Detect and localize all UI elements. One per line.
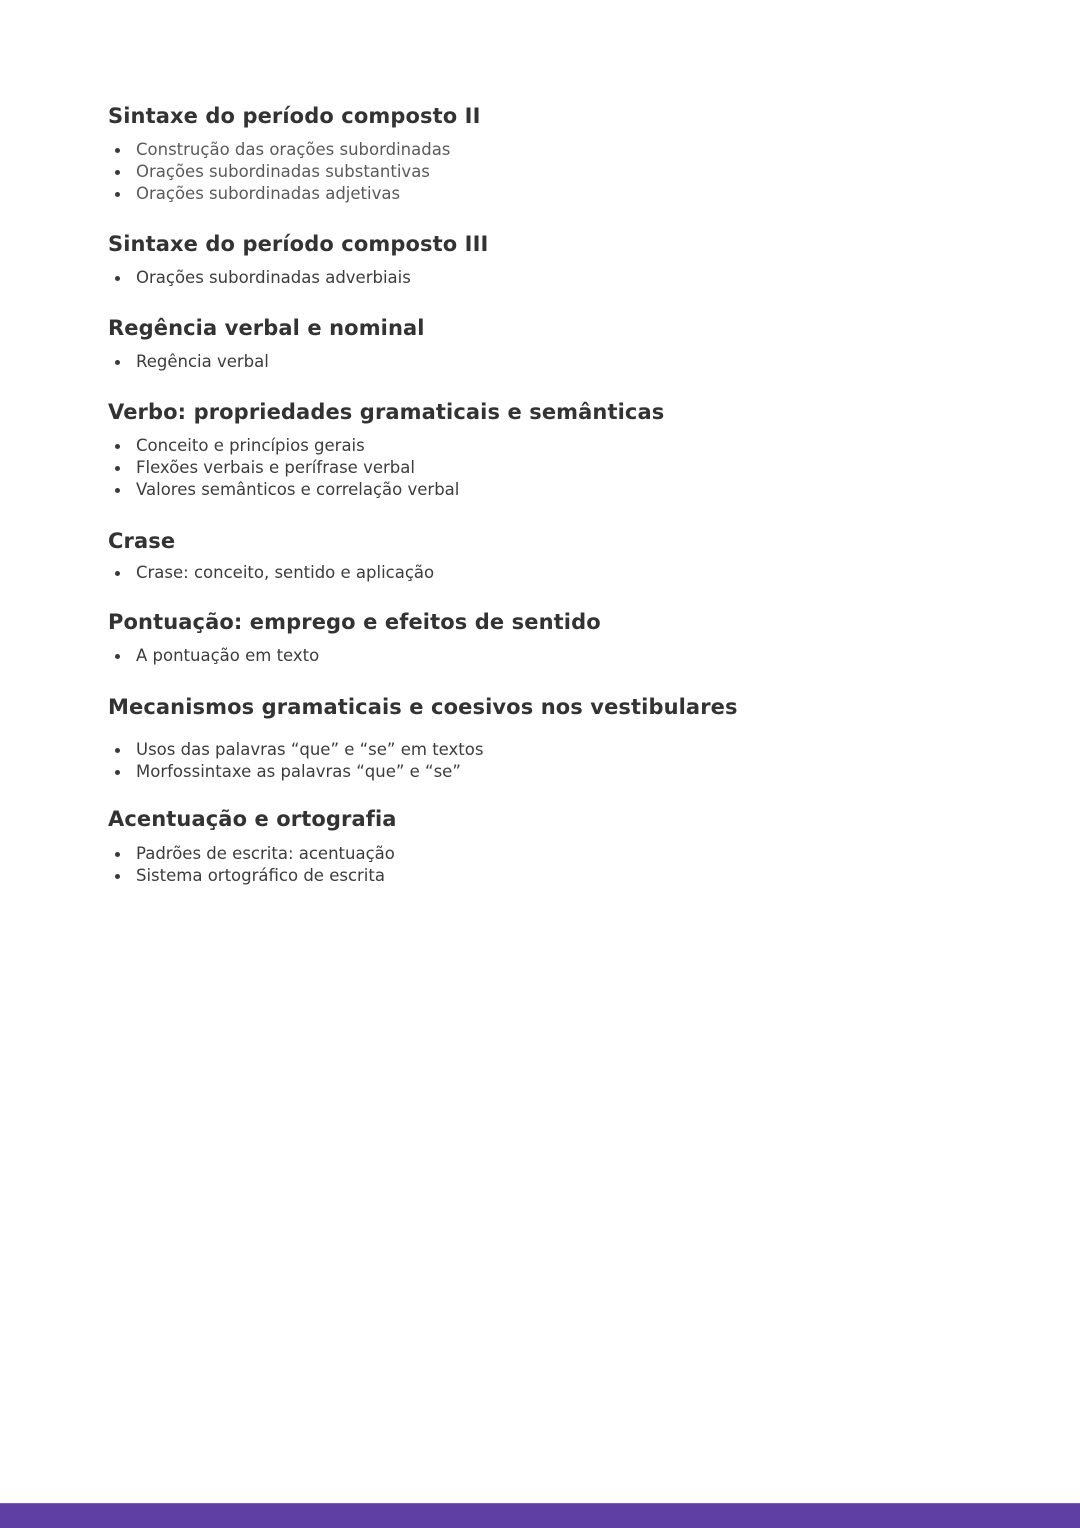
section-heading: Crase (108, 529, 176, 553)
list-item: Orações subordinadas adverbiais (108, 267, 488, 289)
section-sintaxe-iii (108, 232, 488, 289)
footer-bar (0, 1503, 1080, 1528)
section-sintaxe-ii (108, 104, 481, 205)
section-heading: Verbo: propriedades gramaticais e semânticas (108, 400, 665, 424)
section-heading: Pontuação: emprego e efeitos de sentido (108, 610, 601, 634)
list-item: Padrões de escrita: acentuação (108, 843, 397, 865)
list-item: Valores semânticos e correlação verbal (108, 479, 664, 501)
topic-list (108, 351, 425, 373)
list-item: Crase: conceito, sentido e aplicação (108, 562, 434, 584)
section-mecanismos (108, 695, 738, 783)
list-item: Orações subordinadas substantivas (108, 161, 481, 183)
section-acentuacao (108, 807, 397, 887)
topic-list (108, 843, 397, 887)
topic-list (108, 139, 481, 205)
section-heading: Acentuação e ortografia (108, 807, 397, 831)
section-crase (108, 529, 434, 584)
list-item: Sistema ortográfico de escrita (108, 865, 397, 887)
list-item: Construção das orações subordinadas (108, 139, 481, 161)
section-regencia (108, 316, 425, 373)
section-verbo (108, 400, 664, 501)
topic-list (108, 435, 664, 501)
section-heading: Mecanismos gramaticais e coesivos nos vestibulares (108, 695, 738, 719)
topic-list (108, 739, 738, 783)
section-heading: Sintaxe do período composto III (108, 232, 489, 256)
section-heading: Sintaxe do período composto II (108, 104, 481, 128)
list-item: Conceito e princípios gerais (108, 435, 664, 457)
list-item: Regência verbal (108, 351, 425, 373)
list-item: Orações subordinadas adjetivas (108, 183, 481, 205)
topic-list (108, 645, 601, 667)
list-item: A pontuação em texto (108, 645, 601, 667)
section-heading: Regência verbal e nominal (108, 316, 425, 340)
list-item: Flexões verbais e perífrase verbal (108, 457, 664, 479)
section-pontuacao (108, 610, 601, 667)
topic-list (108, 267, 488, 289)
topic-list (108, 562, 434, 584)
list-item: Usos das palavras “que” e “se” em textos (108, 739, 738, 761)
list-item: Morfossintaxe as palavras “que” e “se” (108, 761, 738, 783)
